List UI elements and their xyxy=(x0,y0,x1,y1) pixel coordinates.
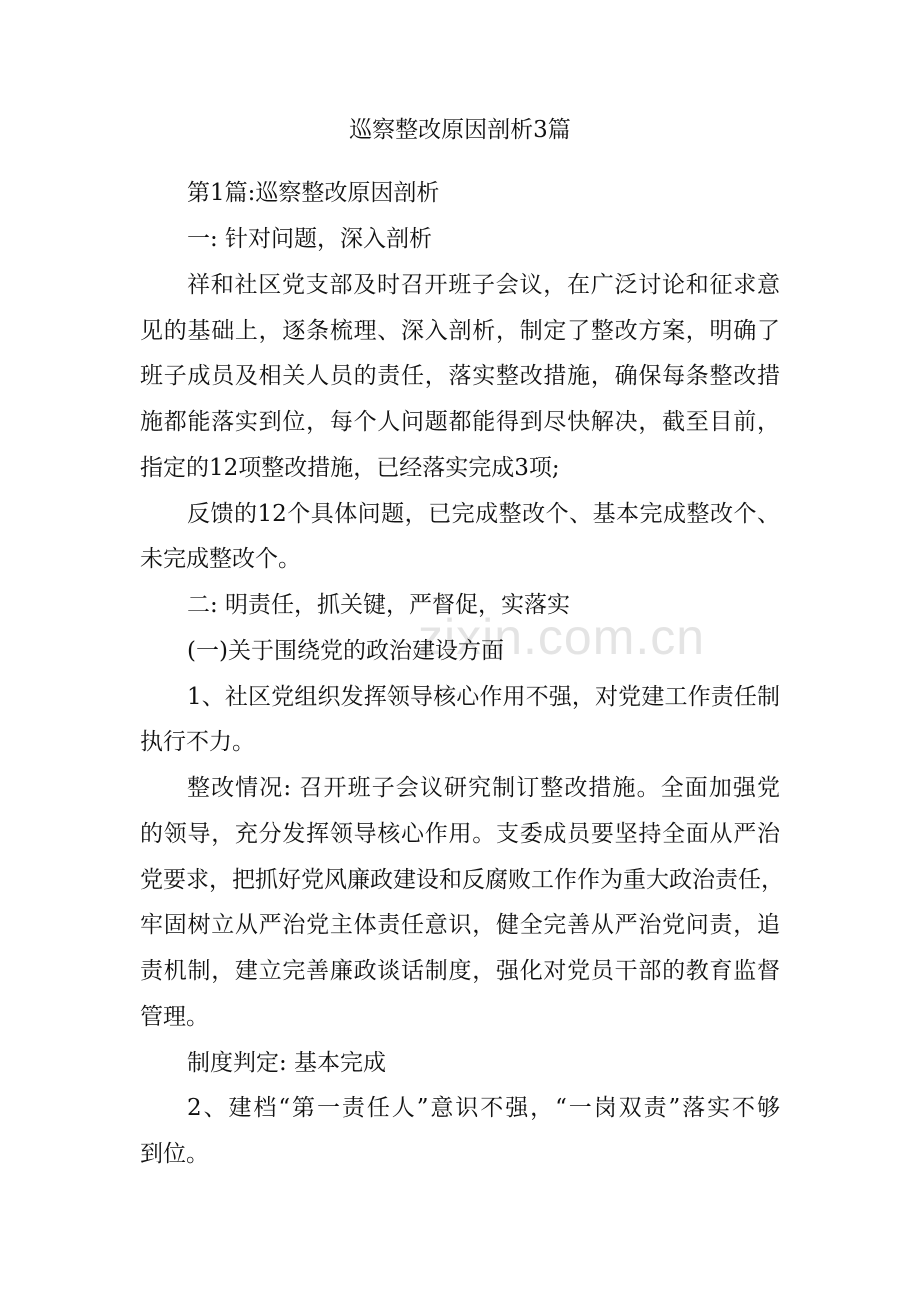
paragraph-line: 1、社区党组织发挥领导核心作用不强，对党建工作责任制 xyxy=(187,684,780,710)
paragraph-line: 2、建档“第一责任人”意识不强，“一岗双责”落实不够 xyxy=(187,1095,780,1121)
paragraph-line: 班子成员及相关人员的责任，落实整改措施，确保每条整改措 xyxy=(140,363,780,389)
subheading: (一)关于围绕党的政治建设方面 xyxy=(187,638,504,664)
paragraph-line: 未完成整改个。 xyxy=(140,546,301,572)
paragraph-line: 执行不力。 xyxy=(140,729,255,755)
paragraph-line: 制度判定: 基本完成 xyxy=(187,1050,387,1076)
watermark: zixin.com.cn xyxy=(418,609,706,665)
paragraph-line: 管理。 xyxy=(140,1004,209,1030)
paragraph-line: 施都能落实到位，每个人问题都能得到尽快解决，截至目前， xyxy=(140,409,780,435)
document-title: 巡察整改原因剖析3篇 xyxy=(349,117,571,143)
section-heading: 第1篇:巡察整改原因剖析 xyxy=(187,180,440,206)
paragraph-line: 反馈的12个具体问题，已完成整改个、基本完成整改个、 xyxy=(187,501,780,527)
paragraph-line: 责机制，建立完善廉政谈话制度，强化对党员干部的教育监督 xyxy=(140,958,780,984)
paragraph-line: 指定的12项整改措施，已经落实完成3项; xyxy=(140,455,560,481)
paragraph-line: 到位。 xyxy=(140,1141,209,1167)
paragraph-line: 整改情况: 召开班子会议研究制订整改措施。全面加强党 xyxy=(187,775,780,801)
paragraph-line: 的领导，充分发挥领导核心作用。支委成员要坚持全面从严治 xyxy=(140,821,780,847)
subheading: 二: 明责任，抓关键，严督促，实落实 xyxy=(187,592,571,618)
paragraph-line: 祥和社区党支部及时召开班子会议，在广泛讨论和征求意 xyxy=(187,272,780,298)
paragraph-line: 党要求，把抓好党风廉政建设和反腐败工作作为重大政治责任， xyxy=(140,867,784,893)
paragraph-line: 见的基础上，逐条梳理、深入剖析，制定了整改方案，明确了 xyxy=(140,318,780,344)
subheading: 一: 针对问题，深入剖析 xyxy=(187,226,433,252)
paragraph-line: 牢固树立从严治党主体责任意识，健全完善从严治党问责，追 xyxy=(140,912,780,938)
